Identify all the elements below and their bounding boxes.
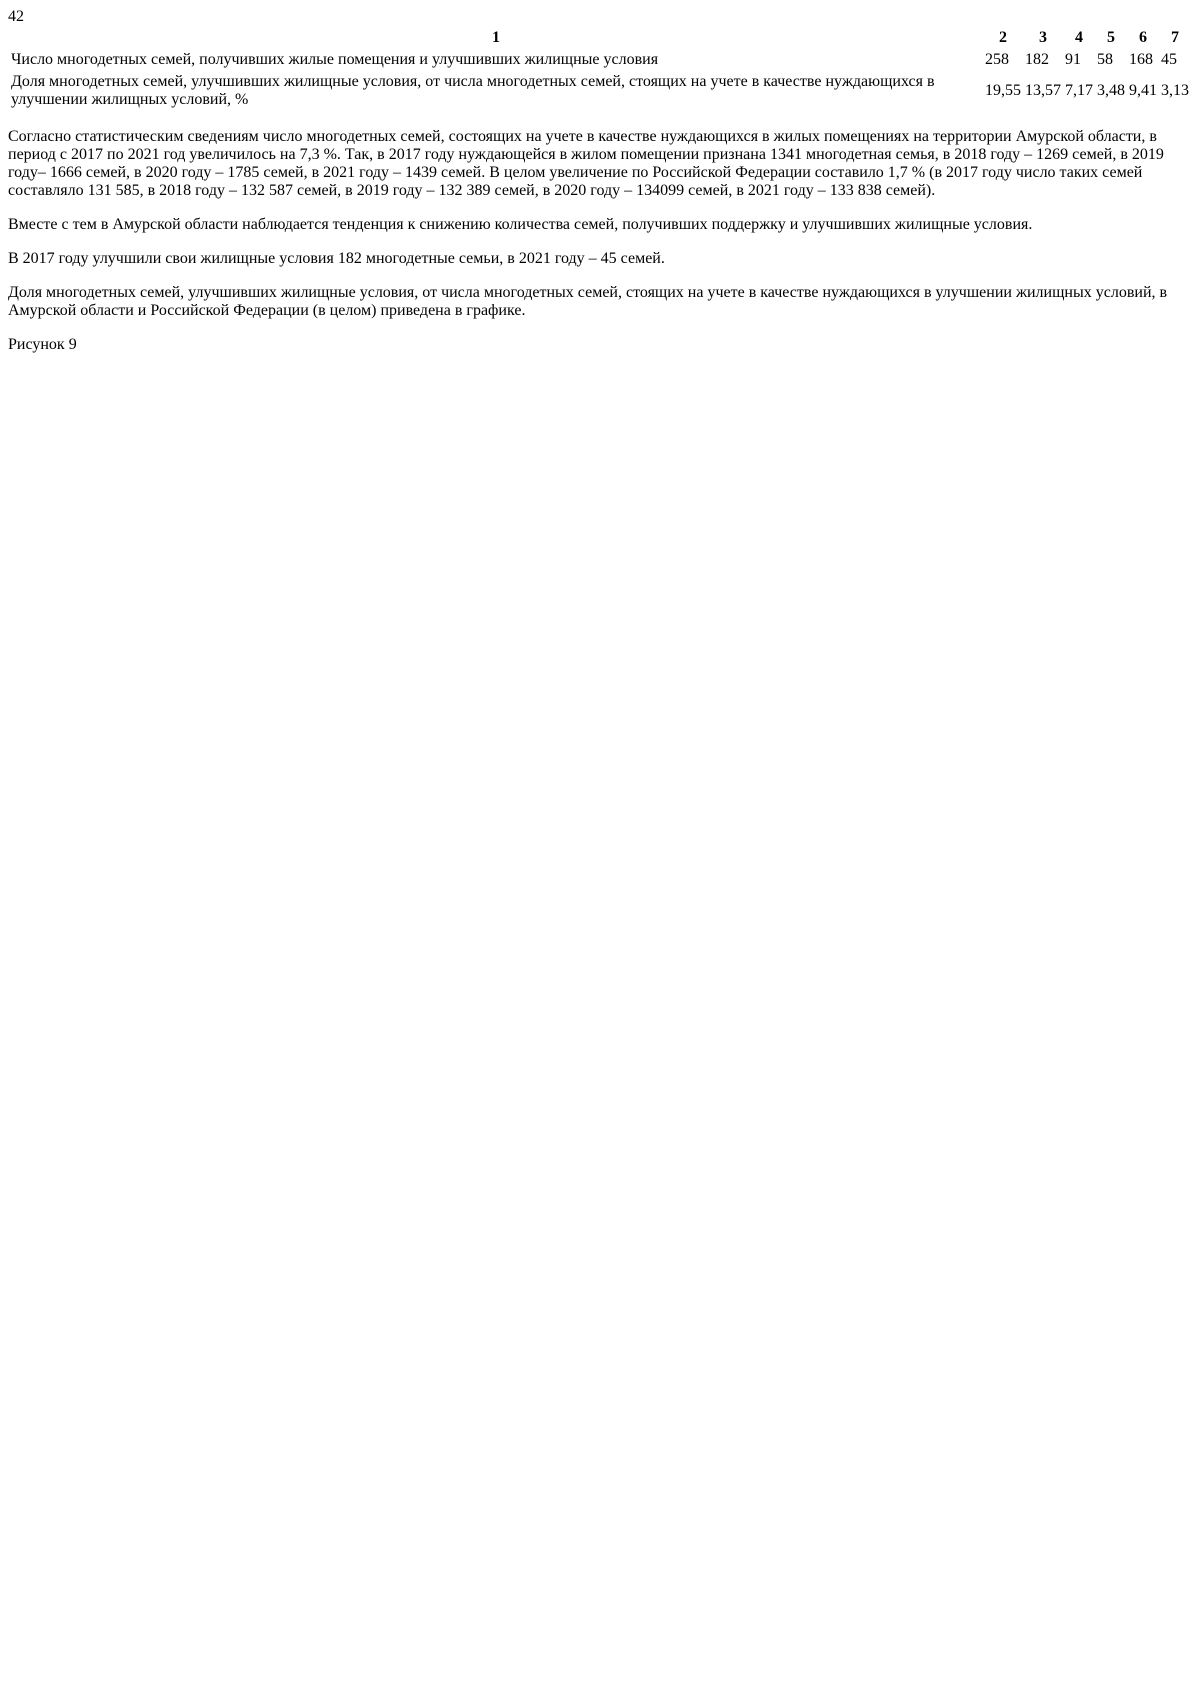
rotated-content (8, 26, 1192, 354)
table-cell: 58 (1097, 51, 1113, 68)
page-number: 42 (8, 8, 24, 25)
paragraph: Доля многодетных семей, улучшивших жилищные условия, от числа многодетных семей, стоящих на учете в качестве нуждающихся в улучшении жилищных условий, в Амурской области и Российской Федерации (в целом) приведена в графике. (8, 284, 1168, 319)
table-header-cell: 1 (492, 29, 500, 46)
table-cell: 13,57 (1025, 82, 1061, 99)
table-cell: 3,48 (1097, 82, 1125, 99)
row-label: Число многодетных семей, получивших жилые помещения и улучшивших жилищные условия (11, 51, 659, 68)
paragraph: В 2017 году улучшили свои жилищные условия 182 многодетные семьи, в 2021 году – 45 семей. (8, 250, 665, 267)
table-header-cell: 5 (1107, 29, 1115, 46)
data-table (8, 26, 1192, 112)
figure-label: Рисунок 9 (8, 336, 77, 353)
scanned-page (8, 8, 1192, 354)
table-cell: 3,13 (1161, 82, 1189, 99)
table-header-cell: 4 (1075, 29, 1083, 46)
table-cell: 9,41 (1129, 82, 1157, 99)
table-row (10, 72, 1190, 110)
table-cell: 182 (1025, 51, 1049, 68)
table-cell: 91 (1065, 51, 1081, 68)
table-header-row (10, 28, 1190, 48)
table-cell: 19,55 (985, 82, 1021, 99)
table-header-cell: 2 (999, 29, 1007, 46)
table-header-cell: 6 (1139, 29, 1147, 46)
table-cell: 45 (1161, 51, 1177, 68)
paragraph: Согласно статистическим сведениям число многодетных семей, состоящих на учете в качестве нуждающихся в жилых помещениях на территории Амурской области, в период с 2017 по 2021 год увеличилось на 7,3 %. Так, в 2017 году нуждающейся в жилом помещении признана 1341 многодетная семья, в 2018 году – 1269 семей, в 2019 году– 1666 семей, в 2020 году – 1785 семей, в 2021 году – 1439 семей. В целом увеличение по Российской Федерации составило 1,7 % (в 2017 году число таких семей составляло 131 585, в 2018 году – 132 587 семей, в 2019 году – 132 389 семей, в 2020 году – 134099 семей, в 2021 году – 133 838 семей). (8, 128, 1164, 199)
body-text (8, 128, 1192, 320)
table-row (10, 50, 1190, 70)
table-cell: 168 (1129, 51, 1153, 68)
table-header-cell: 7 (1171, 29, 1179, 46)
table-cell: 7,17 (1065, 82, 1093, 99)
table-cell: 258 (985, 51, 1009, 68)
paragraph: Вместе с тем в Амурской области наблюдается тенденция к снижению количества семей, получивших поддержку и улучшивших жилищные условия. (8, 216, 1033, 233)
table-header-cell: 3 (1039, 29, 1047, 46)
row-label: Доля многодетных семей, улучшивших жилищные условия, от числа многодетных семей, стоящих на учете в качестве нуждающихся в улучшении жилищных условий, % (11, 73, 935, 108)
